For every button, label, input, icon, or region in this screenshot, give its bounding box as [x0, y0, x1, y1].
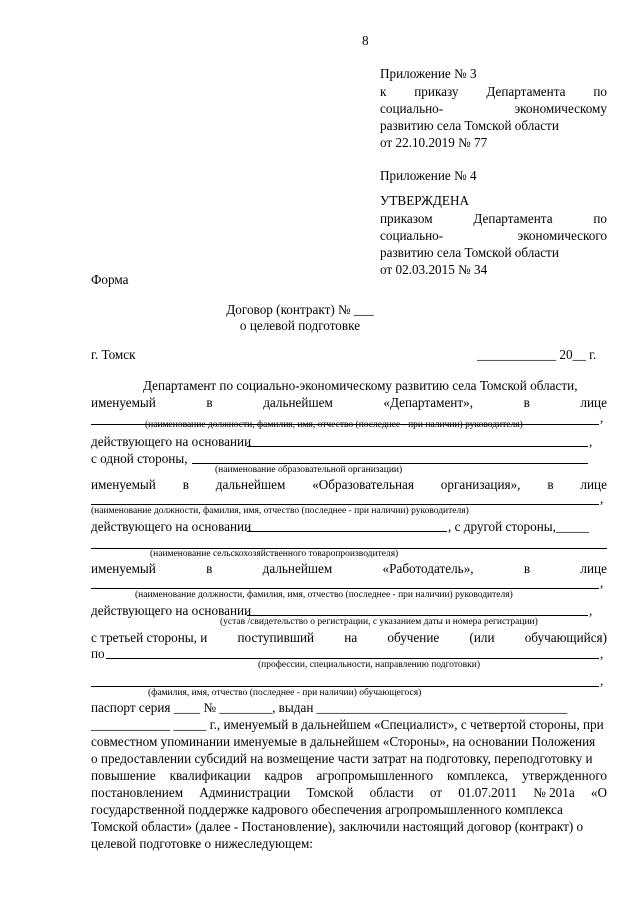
- study-program-comma: ,: [600, 646, 604, 661]
- employer-head-field[interactable]: [91, 588, 599, 589]
- appendix-4-title: Приложение № 4: [380, 168, 477, 183]
- acting-basis-end-1: ,: [589, 434, 593, 449]
- regulation-line-6: целевой подготовке о нижеследующем:: [91, 836, 313, 851]
- page-number: 8: [362, 33, 369, 48]
- appendix-4-line-2: социально- экономического: [380, 228, 607, 243]
- form-label: Форма: [91, 272, 129, 287]
- acting-basis-label-2: действующего на основании: [91, 519, 252, 534]
- appendix-3-title: Приложение № 3: [380, 66, 477, 81]
- department-head-hint: (наименование должности, фамилия, имя, отчество (последнее - при наличии) руководителя): [145, 420, 523, 430]
- regulation-line-4: государственной поддержке кадрового обеспечения агропромышленного комплекса: [91, 802, 563, 817]
- study-program-hint: (профессии, специальности, направлению подготовки): [258, 660, 481, 670]
- acting-basis-field-3[interactable]: [247, 615, 588, 616]
- acting-basis-hint-3: (устав /свидетельство о регистрации, с указанием даты и номера регистрации): [220, 617, 538, 627]
- student-name-hint: (фамилия, имя, отчество (последнее - при наличии) обучающегося): [148, 688, 422, 698]
- appendix-3-order-date: от 22.10.2019 № 77: [380, 135, 488, 150]
- agri-producer-hint: (наименование сельскохозяйственного товаропроизводителя): [150, 549, 399, 559]
- department-line: Департамент по социально-экономическому развитию села Томской области,: [143, 378, 578, 393]
- acting-basis-field-1[interactable]: [247, 446, 588, 447]
- regulation-line-3: постановлением Администрации Томской области от 01.07.2011 № 201а «О: [91, 785, 607, 800]
- acting-basis-end-2: , с другой стороны,_____: [448, 519, 589, 534]
- employer-head-hint: (наименование должности, фамилия, имя, отчество (последнее - при наличии) руководителя): [135, 590, 513, 600]
- appendix-4-order-date: от 02.03.2015 № 34: [380, 262, 488, 277]
- education-org-head-comma: ,: [600, 491, 604, 506]
- regulation-line-1: о предоставлении субсидий на возмещение части затрат на подготовку, переподготовку и: [91, 751, 593, 766]
- appendix-3-line-1: к приказу Департамента по: [380, 84, 607, 99]
- appendix-4-line-3: развитию села Томской области: [380, 245, 559, 260]
- parties-line: совместном упоминании именуемые в дальнейшем «Стороны», на основании Положения: [91, 734, 596, 749]
- acting-basis-label-1: действующего на основании: [91, 434, 252, 449]
- employer-head-comma: ,: [600, 575, 604, 590]
- third-side-line: с третьей стороны, и поступивший на обучение (или обучающийся): [91, 630, 607, 645]
- department-head-comma: ,: [600, 410, 604, 425]
- specialist-line: ____________ _____ г., именуемый в дальнейшем «Специалист», с четвертой стороны, при: [91, 717, 604, 732]
- contract-subtitle: о целевой подготовке: [239, 318, 361, 333]
- approved-stamp-text: УТВЕРЖДЕНА: [380, 193, 470, 208]
- passport-line[interactable]: паспорт серия ____ № ________, выдан ______________________________________: [91, 700, 568, 715]
- education-org-hint: (наименование образовательной организации): [215, 465, 403, 475]
- acting-basis-field-2[interactable]: [247, 531, 447, 532]
- contract-title: Договор (контракт) № ___: [226, 302, 374, 317]
- student-name-comma: ,: [600, 673, 604, 688]
- appendix-3-line-3: развитию села Томской области: [380, 118, 559, 133]
- place-label: г. Томск: [91, 347, 136, 362]
- acting-basis-end-3: ,: [589, 603, 593, 618]
- education-org-named-line: именуемый в дальнейшем «Образовательная организация», в лице: [91, 477, 607, 492]
- department-named-line: именуемый в дальнейшем «Департамент», в лице: [91, 395, 607, 410]
- employer-named-line: именуемый в дальнейшем «Работодатель», в лице: [91, 561, 607, 576]
- appendix-3-line-2: социально- экономическому: [380, 101, 607, 116]
- student-name-field[interactable]: [91, 686, 599, 687]
- first-side-label: с одной стороны,: [91, 451, 188, 466]
- education-org-field[interactable]: [192, 463, 588, 464]
- acting-basis-label-3: действующего на основании: [91, 603, 252, 618]
- study-program-label: по: [91, 646, 105, 661]
- study-program-field[interactable]: [106, 658, 599, 659]
- regulation-line-2: повышение квалификации кадров агропромышленного комплекса, утвержденного: [91, 768, 607, 783]
- education-org-head-hint: (наименование должности, фамилия, имя, отчество (последнее - при наличии) руководителя): [91, 506, 469, 516]
- appendix-4-line-1: приказом Департамента по: [380, 211, 607, 226]
- education-org-head-field[interactable]: [91, 504, 599, 505]
- date-field[interactable]: ____________ 20__ г.: [477, 347, 597, 362]
- regulation-line-5: Томской области» (далее - Постановление), заключили настоящий договор (контракт) о: [91, 819, 584, 834]
